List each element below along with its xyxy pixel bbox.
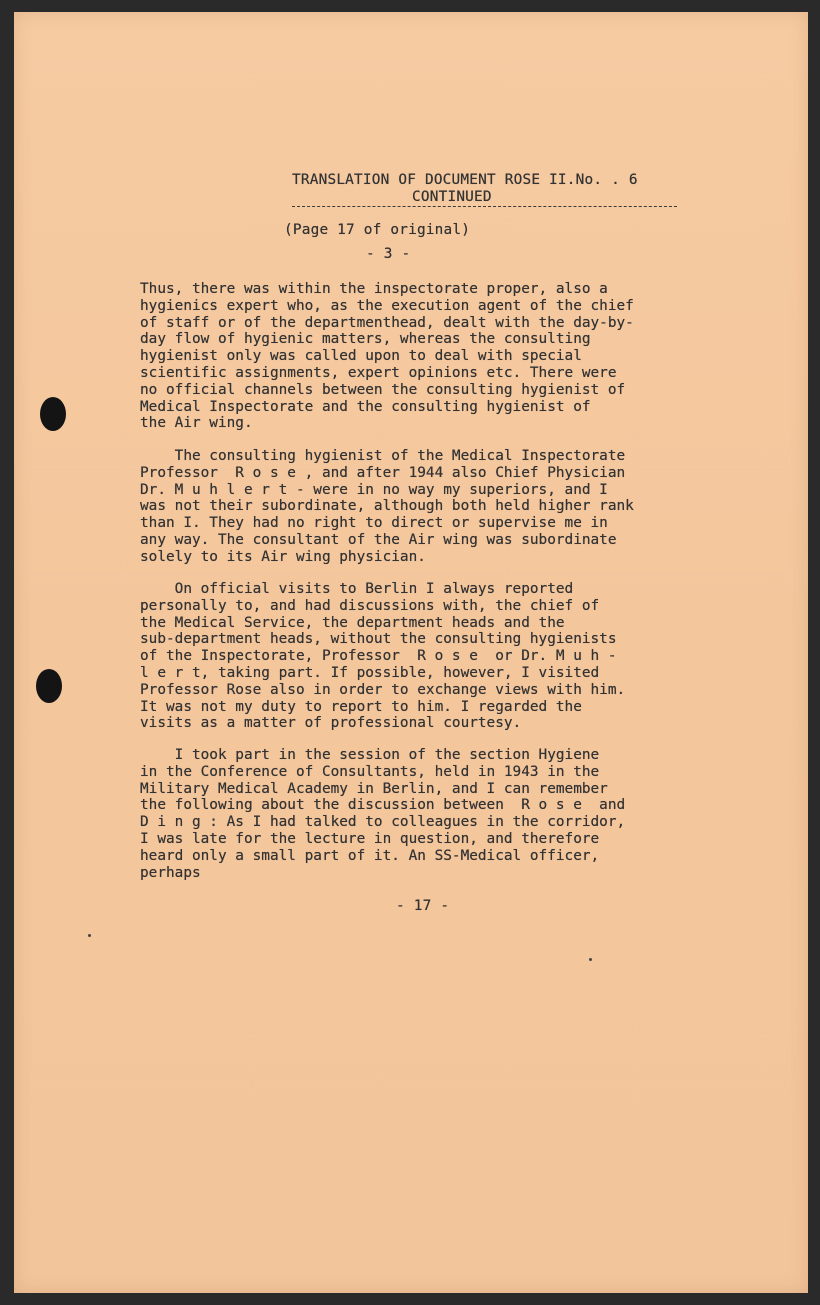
text-line: Professor Rose also in order to exchange views with him. — [140, 681, 626, 698]
document-title: TRANSLATION OF DOCUMENT ROSE II.No. . 6 — [292, 172, 638, 188]
text-line: hygienist only was called upon to deal with special — [140, 348, 582, 365]
text-line: the Medical Service, the department heads and the — [140, 614, 565, 631]
text-line: I took part in the session of the section Hygiene — [140, 747, 600, 763]
text-line: the Air wing. — [140, 415, 253, 432]
text-line: any way. The consultant of the Air wing was subordinate — [140, 531, 617, 548]
page-number: - 3 - — [366, 246, 411, 262]
paragraph-4 — [140, 747, 740, 881]
text-line: Thus, there was within the inspectorate proper, also a — [140, 281, 608, 297]
paper-speck — [589, 958, 592, 961]
text-line: personally to, and had discussions with, the chief of — [140, 597, 600, 614]
footer-page-number: - 17 - — [396, 898, 450, 914]
text-line: than I. They had no right to direct or supervise me in — [140, 515, 608, 532]
text-line: perhaps — [140, 864, 201, 881]
text-line: l e r t, taking part. If possible, however, I visited — [140, 664, 600, 681]
text-line: of staff or of the departmenthead, dealt with the day-by- — [140, 314, 634, 331]
text-line: sub-department heads, without the consulting hygienists — [140, 631, 617, 648]
text-line: It was not my duty to report to him. I regarded the — [140, 698, 582, 715]
text-line: hygienics expert who, as the execution agent of the chief — [140, 297, 634, 314]
text-line: D i n g : As I had talked to colleagues in the corridor, — [140, 814, 626, 831]
paper-speck — [88, 934, 91, 937]
punch-hole-lower — [36, 669, 62, 703]
text-line: heard only a small part of it. An SS-Medical officer, — [140, 847, 600, 864]
text-line: On official visits to Berlin I always reported — [140, 581, 574, 597]
paragraph-2 — [140, 448, 740, 566]
document-subtitle: CONTINUED — [412, 189, 492, 205]
text-line: no official channels between the consulting hygienist of — [140, 381, 626, 398]
text-line: was not their subordinate, although both held higher rank — [140, 498, 634, 515]
text-line: Medical Inspectorate and the consulting hygienist of — [140, 398, 591, 415]
paragraph-3 — [140, 581, 740, 732]
title-underline — [292, 206, 677, 207]
text-line: the following about the discussion between R o s e and — [140, 797, 626, 814]
text-line: visits as a matter of professional courtesy. — [140, 715, 522, 732]
original-page-reference: (Page 17 of original) — [284, 222, 471, 238]
text-line: solely to its Air wing physician. — [140, 548, 426, 565]
text-line: day flow of hygienic matters, whereas the consulting — [140, 331, 591, 348]
text-line: I was late for the lecture in question, and therefore — [140, 830, 600, 847]
text-line: in the Conference of Consultants, held in 1943 in the — [140, 763, 600, 780]
text-line: Military Medical Academy in Berlin, and I can remember — [140, 780, 608, 797]
text-line: Professor R o s e , and after 1944 also Chief Physician — [140, 464, 626, 481]
punch-hole-upper — [40, 397, 66, 431]
text-line: of the Inspectorate, Professor R o s e or Dr. M u h - — [140, 648, 617, 665]
text-line: Dr. M u h l e r t - were in no way my superiors, and I — [140, 481, 608, 498]
text-line: scientific assignments, expert opinions etc. There were — [140, 364, 617, 381]
text-line: The consulting hygienist of the Medical Inspectorate — [140, 448, 626, 464]
paragraph-1 — [140, 281, 740, 432]
